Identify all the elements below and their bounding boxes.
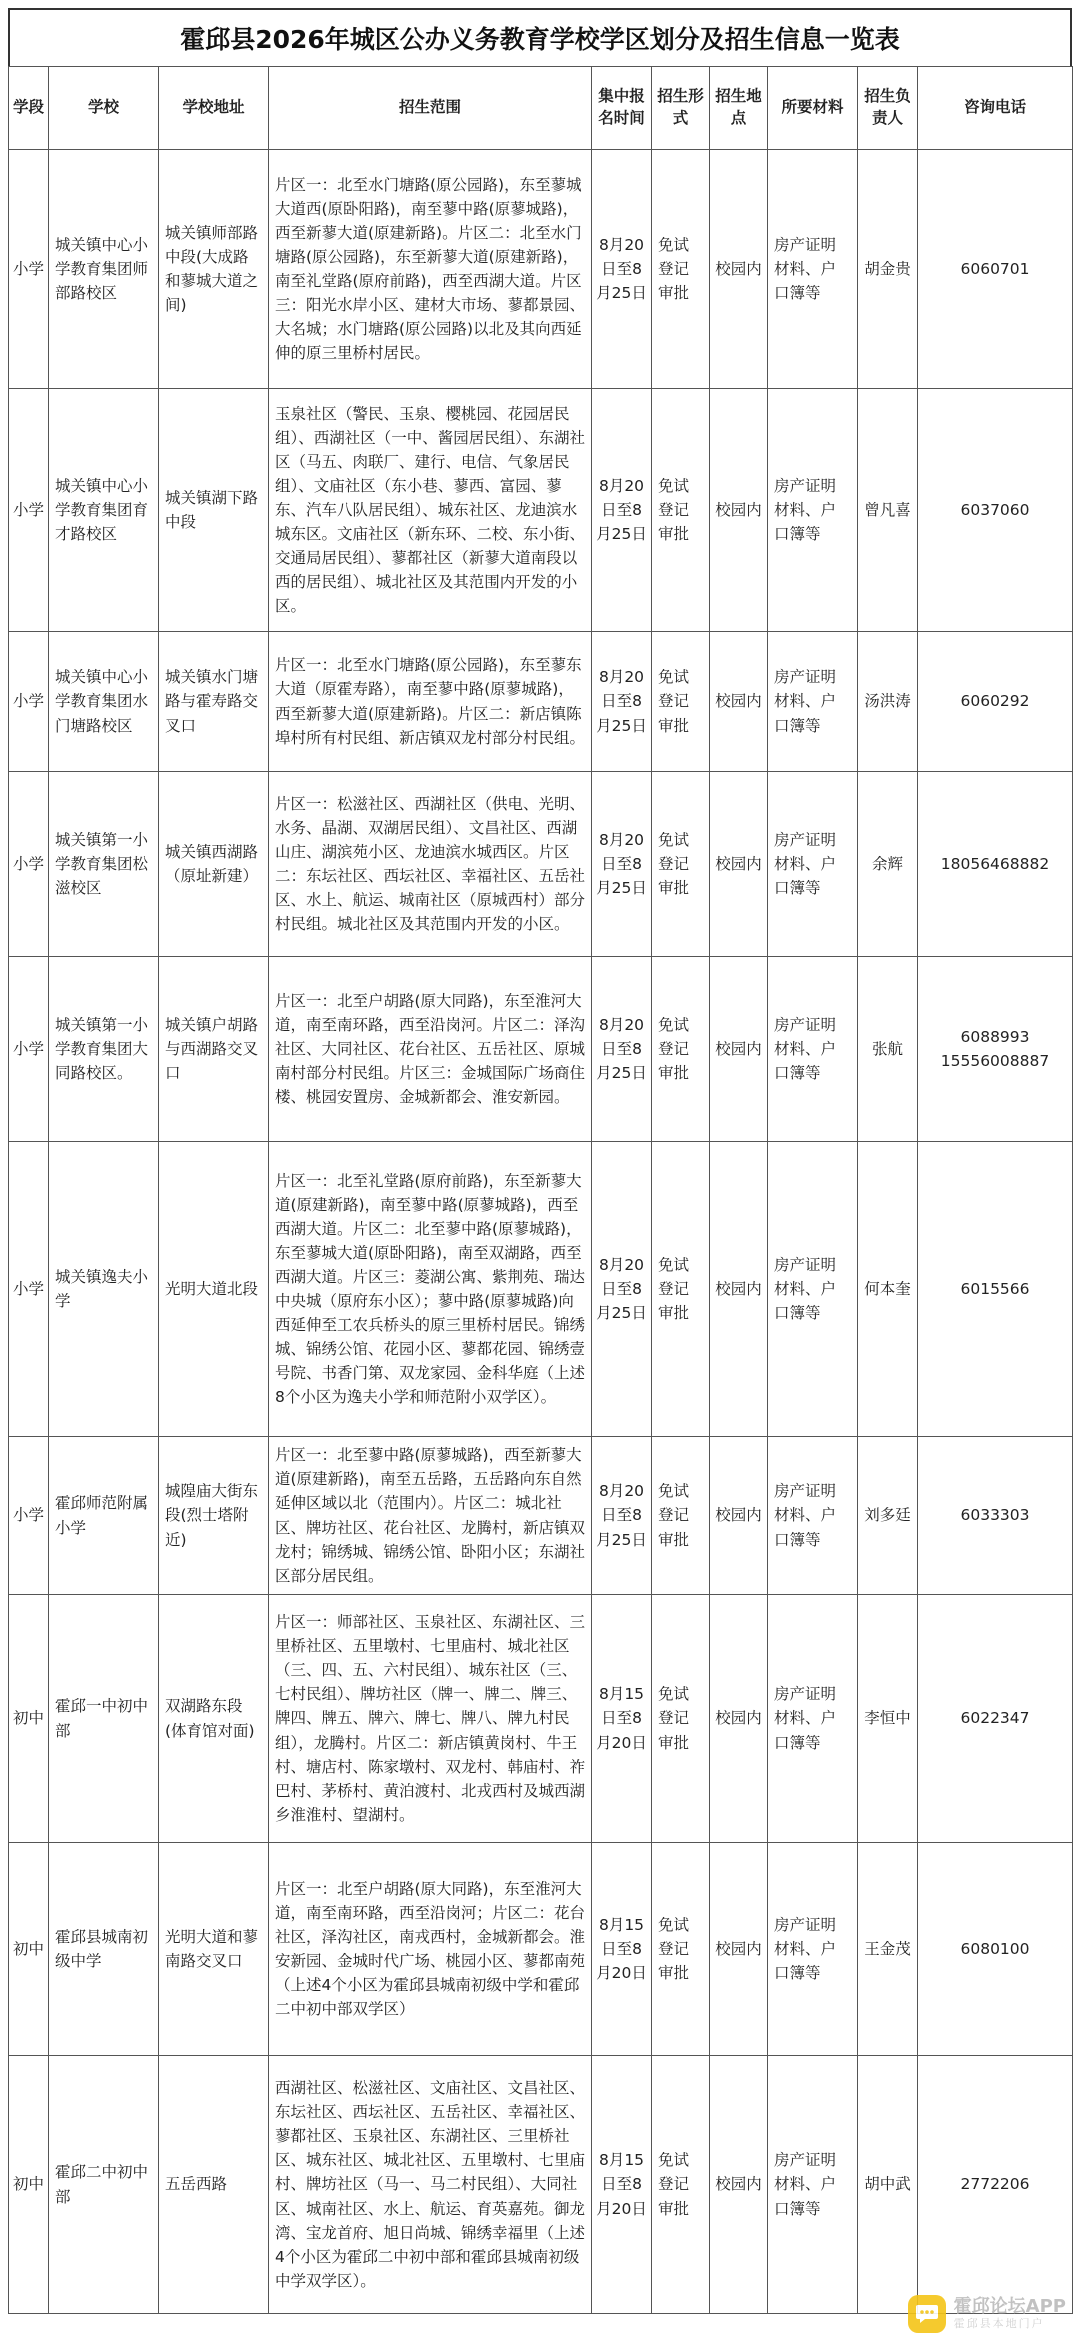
cell-place: 校园内 [710,150,768,389]
cell-phone: 6060701 [918,150,1073,389]
cell-phone: 6088993 15556008887 [918,957,1073,1142]
cell-contact: 余辉 [858,772,918,957]
cell-time: 8月20日至8月25日 [592,1437,652,1595]
cell-form: 免试登记审批 [652,1595,710,1843]
cell-address: 城关镇湖下路中段 [159,389,269,632]
cell-time: 8月20日至8月25日 [592,1142,652,1437]
cell-address: 城关镇水门塘路与霍寿路交叉口 [159,632,269,772]
cell-time: 8月20日至8月25日 [592,772,652,957]
cell-form: 免试登记审批 [652,389,710,632]
cell-time: 8月15日至8月20日 [592,1595,652,1843]
table-row [9,389,1073,632]
cell-address: 城隍庙大街东段(烈士塔附近) [159,1437,269,1595]
cell-scope: 西湖社区、松滋社区、文庙社区、文昌社区、东坛社区、西坛社区、五岳社区、幸福社区、蓼都社区、玉泉社区、东湖社区、三里桥社区、城东社区、城北社区、五里墩村、七里庙村、牌坊社区（马一、马二村民组）、大同社区、城南社区、水上、航运、育英嘉苑。御龙湾、宝龙首府、旭日尚城、锦绣幸福里（上述4个小区为霍邱二中初中部和霍邱县城南初级中学双学区）。 [269,2056,592,2314]
cell-materials: 房产证明材料、户口簿等 [768,1595,858,1843]
cell-school: 城关镇逸夫小学 [49,1142,159,1437]
cell-materials: 房产证明材料、户口簿等 [768,1437,858,1595]
cell-scope: 玉泉社区（警民、玉泉、樱桃园、花园居民组）、西湖社区（一中、酱园居民组）、东湖社区（马五、肉联厂、建行、电信、气象居民组）、文庙社区（东小巷、蓼西、富园、蓼东、汽车八队居民组）、城东社区、龙迪滨水城东区。文庙社区（新东环、二校、东小街、交通局居民组）、蓼都社区（新蓼大道南段以西的居民组）、城北社区及其范围内开发的小区。 [269,389,592,632]
cell-form: 免试登记审批 [652,1142,710,1437]
header-contact: 招生负责人 [858,67,918,150]
cell-time: 8月20日至8月25日 [592,150,652,389]
cell-materials: 房产证明材料、户口簿等 [768,389,858,632]
cell-phone: 6022347 [918,1595,1073,1843]
cell-form: 免试登记审批 [652,1843,710,2056]
cell-form: 免试登记审批 [652,150,710,389]
header-address: 学校地址 [159,67,269,150]
cell-phone: 6060292 [918,632,1073,772]
header-row [9,67,1073,150]
cell-form: 免试登记审批 [652,1437,710,1595]
cell-form: 免试登记审批 [652,632,710,772]
cell-stage: 初中 [9,1595,49,1843]
cell-materials: 房产证明材料、户口簿等 [768,957,858,1142]
cell-school: 城关镇第一小学教育集团松滋校区 [49,772,159,957]
cell-place: 校园内 [710,1843,768,2056]
cell-form: 免试登记审批 [652,2056,710,2314]
table-row [9,1142,1073,1437]
table-row [9,150,1073,389]
cell-time: 8月20日至8月25日 [592,389,652,632]
header-stage: 学段 [9,67,49,150]
cell-address: 双湖路东段(体育馆对面) [159,1595,269,1843]
watermark-sub: 霍邱县本地门户 [953,2317,1045,2331]
cell-form: 免试登记审批 [652,957,710,1142]
cell-contact: 汤洪涛 [858,632,918,772]
header-scope: 招生范围 [269,67,592,150]
cell-scope: 片区一：北至水门塘路(原公园路)，东至蓼东大道（原霍寿路），南至蓼中路(原蓼城路)，西至新蓼大道(原建新路)。片区二：新店镇陈埠村所有村民组、新店镇双龙村部分村民组。 [269,632,592,772]
cell-stage: 小学 [9,957,49,1142]
cell-place: 校园内 [710,1595,768,1843]
cell-address: 光明大道北段 [159,1142,269,1437]
cell-contact: 王金茂 [858,1843,918,2056]
cell-time: 8月15日至8月20日 [592,2056,652,2314]
cell-stage: 小学 [9,150,49,389]
cell-scope: 片区一：北至水门塘路(原公园路)，东至蓼城大道西(原卧阳路)，南至蓼中路(原蓼城路)，西至新蓼大道(原建新路)。片区二：北至水门塘路(原公园路)，东至新蓼大道(原建新路)，南至礼堂路(原府前路)，西至西湖大道。片区三：阳光水岸小区、建材大市场、蓼都景园、大名城；水门塘路(原公园路)以北及其向西延伸的原三里桥村居民。 [269,150,592,389]
cell-phone: 2772206 [918,2056,1073,2314]
cell-school: 霍邱一中初中部 [49,1595,159,1843]
cell-stage: 小学 [9,1142,49,1437]
cell-place: 校园内 [710,632,768,772]
cell-place: 校园内 [710,2056,768,2314]
cell-phone: 6080100 [918,1843,1073,2056]
header-time: 集中报名时间 [592,67,652,150]
cell-materials: 房产证明材料、户口簿等 [768,2056,858,2314]
table-row [9,2056,1073,2314]
cell-materials: 房产证明材料、户口簿等 [768,1142,858,1437]
admission-table [8,66,1073,2314]
table-row [9,1595,1073,1843]
cell-place: 校园内 [710,772,768,957]
cell-school: 城关镇中心小学教育集团育才路校区 [49,389,159,632]
cell-scope: 片区一：北至蓼中路(原蓼城路)，西至新蓼大道(原建新路)，南至五岳路，五岳路向东自然延伸区域以北（范围内）。片区二：城北社区、牌坊社区、花台社区、龙腾村，新店镇双龙村；锦绣城、锦绣公馆、卧阳小区；东湖社区部分居民组。 [269,1437,592,1595]
cell-address: 城关镇户胡路与西湖路交叉口 [159,957,269,1142]
admission-sheet [8,8,1072,2314]
cell-school: 城关镇中心小学教育集团师部路校区 [49,150,159,389]
cell-phone: 6015566 [918,1142,1073,1437]
cell-time: 8月20日至8月25日 [592,957,652,1142]
cell-school: 城关镇中心小学教育集团水门塘路校区 [49,632,159,772]
cell-stage: 初中 [9,1843,49,2056]
cell-stage: 小学 [9,1437,49,1595]
cell-contact: 曾凡喜 [858,389,918,632]
app-watermark [908,2295,1066,2333]
table-row [9,632,1073,772]
cell-place: 校园内 [710,389,768,632]
cell-scope: 片区一：北至户胡路(原大同路)，东至淮河大道，南至南环路，西至沿岗河；片区二：花台社区，泽沟社区，南戎西村，金城新都会。淮安新园、金城时代广场、桃园小区、蓼都南苑（上述4个小区为霍邱县城南初级中学和霍邱二中初中部双学区） [269,1843,592,2056]
cell-stage: 小学 [9,772,49,957]
header-place: 招生地点 [710,67,768,150]
cell-stage: 小学 [9,389,49,632]
cell-contact: 张航 [858,957,918,1142]
cell-place: 校园内 [710,1437,768,1595]
cell-phone: 6033303 [918,1437,1073,1595]
cell-address: 五岳西路 [159,2056,269,2314]
table-row [9,1437,1073,1595]
cell-time: 8月20日至8月25日 [592,632,652,772]
cell-scope: 片区一：师部社区、玉泉社区、东湖社区、三里桥社区、五里墩村、七里庙村、城北社区（三、四、五、六村民组）、城东社区（三、七村民组）、牌坊社区（牌一、牌二、牌三、牌四、牌五、牌六、牌七、牌八、牌九村民组），龙腾村。片区二：新店镇黄岗村、牛王村、塘店村、陈家墩村、双龙村、韩庙村、祚巴村、茅桥村、黄泊渡村、北戎西村及城西湖乡淮淮村、望湖村。 [269,1595,592,1843]
cell-materials: 房产证明材料、户口簿等 [768,632,858,772]
cell-materials: 房产证明材料、户口簿等 [768,1843,858,2056]
cell-school: 城关镇第一小学教育集团大同路校区。 [49,957,159,1142]
cell-school: 霍邱二中初中部 [49,2056,159,2314]
cell-scope: 片区一：北至礼堂路(原府前路)，东至新蓼大道(原建新路)，南至蓼中路(原蓼城路)，西至西湖大道。片区二：北至蓼中路(原蓼城路)，东至蓼城大道(原卧阳路)，南至双湖路，西至西湖大道。片区三：菱湖公寓、紫荆苑、瑞达中央城（原府东小区）；蓼中路(原蓼城路)向西延伸至工农兵桥头的原三里桥村居民。锦绣城、锦绣公馆、花园小区、蓼都花园、锦绣壹号院、书香门第、双龙家园、金科华庭（上述8个小区为逸夫小学和师范附小双学区）。 [269,1142,592,1437]
cell-contact: 胡金贵 [858,150,918,389]
cell-form: 免试登记审批 [652,772,710,957]
cell-time: 8月15日至8月20日 [592,1843,652,2056]
cell-contact: 胡中武 [858,2056,918,2314]
header-form: 招生形式 [652,67,710,150]
cell-materials: 房产证明材料、户口簿等 [768,772,858,957]
cell-school: 霍邱师范附属小学 [49,1437,159,1595]
cell-school: 霍邱县城南初级中学 [49,1843,159,2056]
cell-materials: 房产证明材料、户口簿等 [768,150,858,389]
watermark-name: 霍邱论坛APP [953,2296,1066,2318]
cell-contact: 李恒中 [858,1595,918,1843]
cell-stage: 初中 [9,2056,49,2314]
cell-contact: 何本奎 [858,1142,918,1437]
table-row [9,772,1073,957]
header-school: 学校 [49,67,159,150]
table-row [9,1843,1073,2056]
sheet-title: 霍邱县2026年城区公办义务教育学校学区划分及招生信息一览表 [8,8,1072,66]
cell-stage: 小学 [9,632,49,772]
cell-place: 校园内 [710,957,768,1142]
chat-bubble-icon [908,2295,946,2333]
cell-phone: 6037060 [918,389,1073,632]
header-phone: 咨询电话 [918,67,1073,150]
cell-address: 城关镇师部路中段(大成路和蓼城大道之间) [159,150,269,389]
cell-scope: 片区一：北至户胡路(原大同路)，东至淮河大道，南至南环路，西至沿岗河。片区二：泽沟社区、大同社区、花台社区、五岳社区、原城南村部分村民组。片区三：金城国际广场商住楼、桃园安置房、金城新都会、淮安新园。 [269,957,592,1142]
cell-contact: 刘多廷 [858,1437,918,1595]
table-row [9,957,1073,1142]
cell-scope: 片区一：松滋社区、西湖社区（供电、光明、水务、晶湖、双湖居民组）、文昌社区、西湖山庄、湖滨苑小区、龙迪滨水城西区。片区二：东坛社区、西坛社区、幸福社区、五岳社区、水上、航运、城南社区（原城西村）部分村民组。城北社区及其范围内开发的小区。 [269,772,592,957]
cell-address: 光明大道和蓼南路交叉口 [159,1843,269,2056]
cell-place: 校园内 [710,1142,768,1437]
cell-phone: 18056468882 [918,772,1073,957]
header-materials: 所要材料 [768,67,858,150]
cell-address: 城关镇西湖路（原址新建） [159,772,269,957]
